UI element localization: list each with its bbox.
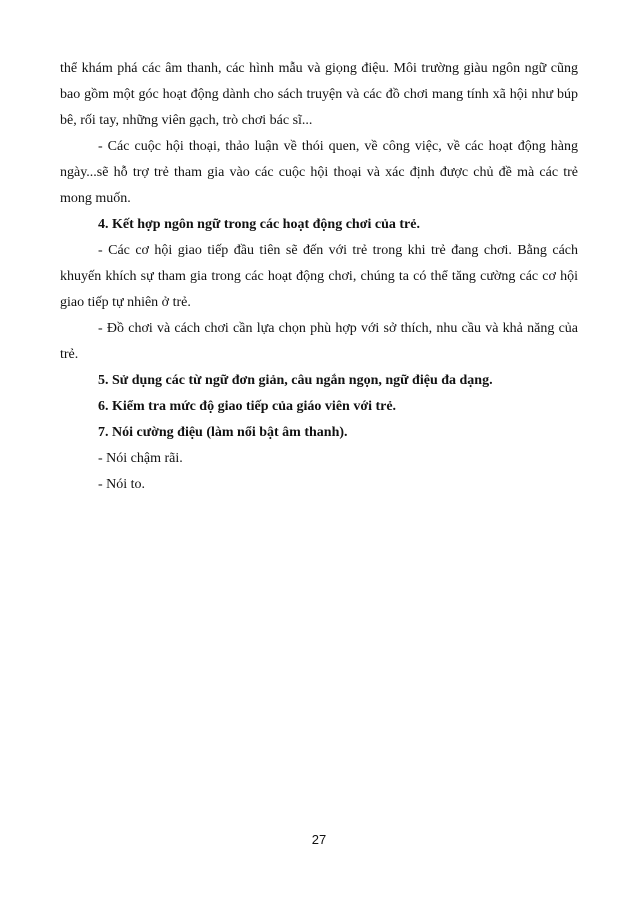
heading-section-7: 7. Nói cường điệu (làm nổi bật âm thanh). — [98, 425, 348, 440]
document-page — [60, 56, 578, 498]
page-number: 27 — [311, 832, 327, 847]
heading-section-4: 4. Kết hợp ngôn ngữ trong các hoạt động chơi của trẻ. — [98, 217, 420, 232]
heading-section-6: 6. Kiểm tra mức độ giao tiếp của giáo viên với trẻ. — [98, 399, 397, 414]
list-item-speak-loudly: - Nói to. — [98, 477, 146, 492]
paragraph-play-opportunities: - Các cơ hội giao tiếp đầu tiên sẽ đến với trẻ trong khi trẻ đang chơi. Bằng cách khuyến khích sự tham gia trong các hoạt động chơi, chúng ta có thể tăng cường các cơ hội giao tiếp tự nhiên ở trẻ. — [60, 243, 578, 310]
heading-section-5: 5. Sử dụng các từ ngữ đơn giản, câu ngắn ngọn, ngữ điệu đa dạng. — [98, 373, 493, 388]
list-item-speak-slowly: - Nói chậm rãi. — [98, 451, 183, 466]
paragraph-continuation: thể khám phá các âm thanh, các hình mẫu và giọng điệu. Môi trường giàu ngôn ngữ cũng bao gồm một góc hoạt động dành cho sách truyện và các đồ chơi mang tính xã hội như búp bê, rối tay, những viên gạch, trò chơi bác sĩ... — [60, 61, 578, 128]
paragraph-toys-selection: - Đồ chơi và cách chơi cần lựa chọn phù hợp với sở thích, nhu cầu và khả năng của trẻ. — [60, 321, 578, 362]
paragraph-conversations: - Các cuộc hội thoại, thảo luận về thói quen, về công việc, về các hoạt động hàng ngày...sẽ hỗ trợ trẻ tham gia vào các cuộc hội thoại và xác định được chủ đề mà các trẻ mong muốn. — [60, 139, 578, 206]
